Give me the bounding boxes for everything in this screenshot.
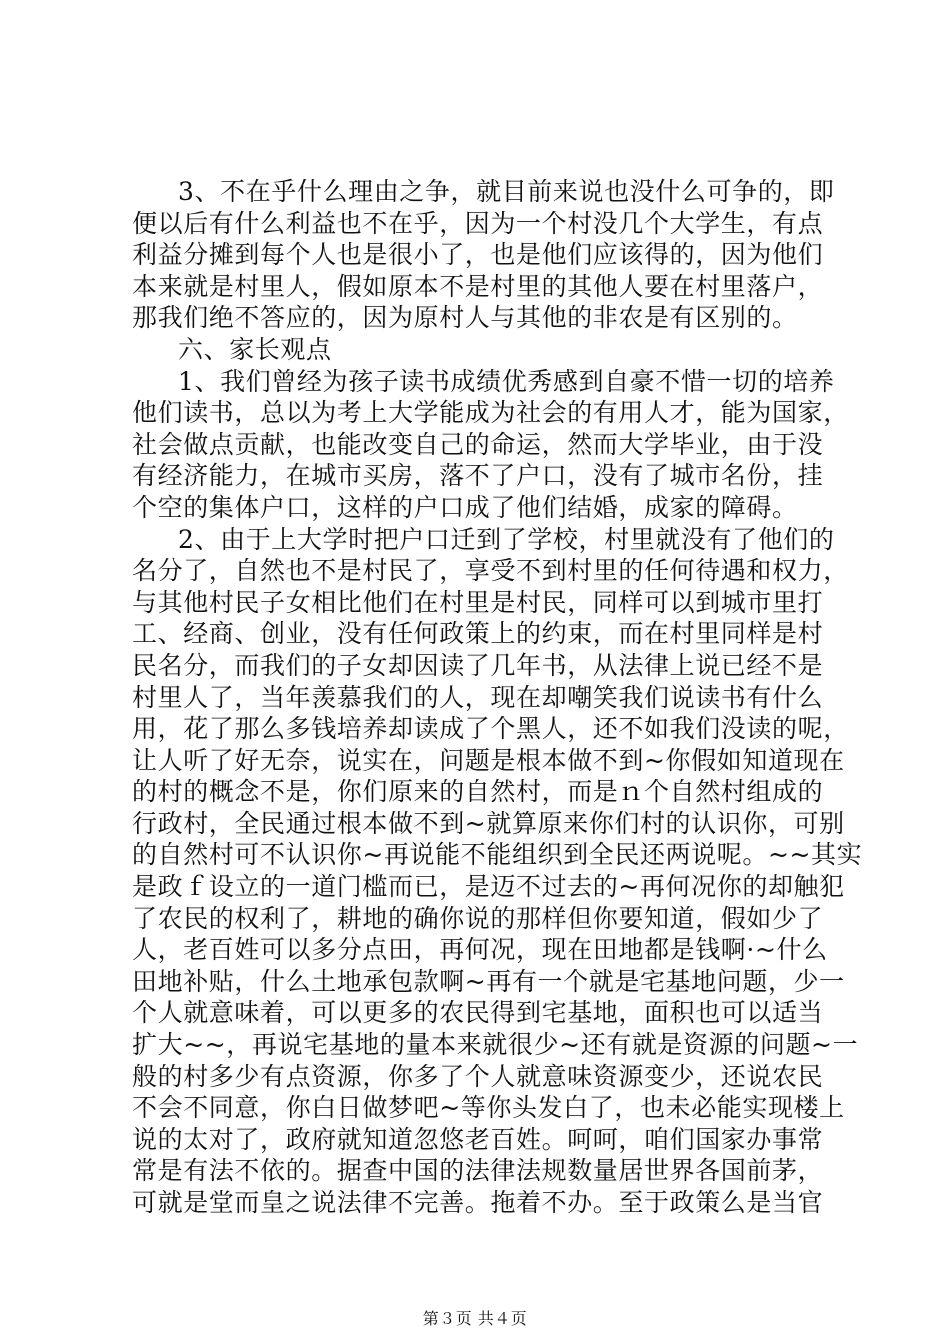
text-line: 有经济能力，在城市买房，落不了户口，没有了城市名份，挂 [132, 461, 824, 491]
text-line: 社会做点贡献，也能改变自己的命运，然而大学毕业，由于没 [132, 429, 824, 459]
text-line: 与其他村民子女相比他们在村里是村民，同样可以到城市里打 [132, 587, 824, 617]
text-line: 3、不在乎什么理由之争，就目前来说也没什么可争的，即 [178, 177, 835, 206]
text-line: 田地补贴，什么土地承包款啊~再有一个就是宅基地问题，少一 [132, 966, 845, 996]
page-footer: 第３页 共４页 [422, 1309, 528, 1328]
text-line: 般的村多少有点资源，你多了个人就意味资源变少，还说农民 [132, 1061, 824, 1091]
text-line: 行政村，全民通过根本做不到~就算原来你们村的认识你，可别 [132, 808, 845, 838]
text-line: 六、家长观点 [178, 334, 332, 364]
text-line: 了农民的权利了，耕地的确你说的那样但你要知道，假如少了 [132, 903, 824, 933]
text-line: 人，老百姓可以多分点田，再何况，现在田地都是钱啊·~什么 [132, 935, 828, 965]
text-line: 的村的概念不是，你们原来的自然村，而是ｎ个自然村组成的 [132, 777, 824, 807]
text-line: 他们读书，总以为考上大学能成为社会的有用人才，能为国家， [132, 398, 849, 428]
text-line: 村里人了，当年羡慕我们的人，现在却嘲笑我们说读书有什么 [132, 682, 824, 712]
text-line: 扩大~~，再说宅基地的量本来就很少~还有就是资源的问题~一 [132, 1030, 859, 1060]
text-line: 1、我们曾经为孩子读书成绩优秀感到自豪不惜一切的培养 [178, 366, 835, 396]
text-line: 常是有法不依的。据查中国的法律法规数量居世界各国前茅， [132, 1156, 824, 1186]
text-line: 的自然村可不认识你~再说能不能组织到全民还两说呢。~~其实 [132, 840, 863, 870]
text-line: 便以后有什么利益也不在乎，因为一个村没几个大学生，有点 [132, 208, 824, 238]
text-line: 本来就是村里人，假如原本不是村里的其他人要在村里落户， [132, 271, 824, 301]
text-line: 名分了，自然也不是村民了，享受不到村里的任何待遇和权力， [132, 556, 849, 586]
text-line: 2、由于上大学时把户口迁到了学校，村里就没有了他们的 [178, 524, 835, 554]
text-line: 让人听了好无奈，说实在，问题是根本做不到~你假如知道现在 [132, 745, 845, 775]
body-text [132, 176, 863, 1219]
text-line: 那我们绝不答应的，因为原村人与其他的非农是有区别的。 [132, 303, 798, 333]
text-line: 说的太对了，政府就知道忽悠老百姓。呵呵，咱们国家办事常 [132, 1124, 824, 1154]
text-line: 是政ｆ设立的一道门槛而已，是迈不过去的~再何况你的却触犯 [132, 872, 845, 902]
text-line: 可就是堂而皇之说法律不完善。拖着不办。至于政策么是当官 [132, 1188, 824, 1217]
text-line: 用，花了那么多钱培养却读成了个黑人，还不如我们没读的呢， [132, 714, 849, 744]
text-line: 民名分，而我们的子女却因读了几年书，从法律上说已经不是 [132, 650, 824, 680]
text-line: 利益分摊到每个人也是很小了，也是他们应该得的，因为他们 [132, 240, 824, 270]
text-line: 个空的集体户口，这样的户口成了他们结婚，成家的障碍。 [132, 492, 798, 522]
text-line: 不会不同意，你白日做梦吧~等你头发白了，也未必能实现楼上 [132, 1093, 845, 1123]
text-line: 个人就意味着，可以更多的农民得到宅基地，面积也可以适当 [132, 998, 824, 1028]
text-line: 工、经商、创业，没有任何政策上的约束，而在村里同样是村 [132, 619, 824, 649]
